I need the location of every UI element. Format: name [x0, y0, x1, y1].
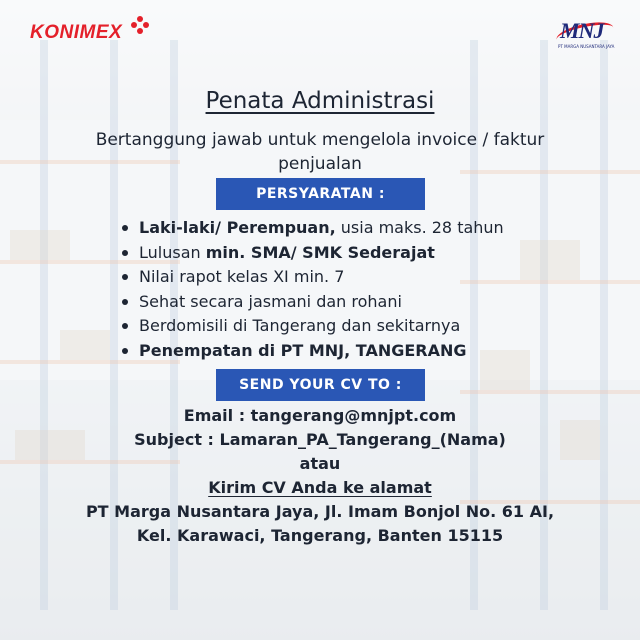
requirements-list: [122, 216, 504, 363]
requirement-item: Penempatan di PT MNJ, TANGERANG: [122, 339, 504, 364]
job-title: Penata Administrasi: [205, 88, 435, 114]
requirements-heading: PERSYARATAN :: [216, 178, 425, 210]
mnj-logo-tagline: PT MARGA NUSANTARA JAYA: [558, 44, 615, 49]
contact-section: [0, 404, 640, 548]
email-line: Email : tangerang@mnjpt.com: [183, 406, 457, 425]
requirement-item: Berdomisili di Tangerang dan sekitarnya: [122, 314, 504, 339]
requirement-item: Lulusan min. SMA/ SMK Sederajat: [122, 241, 504, 266]
send-cv-heading: SEND YOUR CV TO :: [216, 369, 425, 401]
requirement-item: Laki-laki/ Perempuan, usia maks. 28 tahun: [122, 216, 504, 241]
or-separator: atau: [299, 454, 341, 473]
subject-line: Subject : Lamaran_PA_Tangerang_(Nama): [134, 430, 506, 449]
konimex-logo-text: KONIMEX: [30, 22, 123, 43]
mnj-logo-text: MNJ: [560, 18, 604, 43]
requirement-item: Nilai rapot kelas XI min. 7: [122, 265, 504, 290]
address-line-1: PT Marga Nusantara Jaya, Jl. Imam Bonjol No. 61 AI,: [85, 502, 555, 521]
job-description: Bertanggung jawab untuk mengelola invoice / faktur penjualan: [95, 130, 545, 174]
requirement-item: Sehat secara jasmani dan rohani: [122, 290, 504, 315]
mail-heading: Kirim CV Anda ke alamat: [208, 478, 432, 497]
address-line-2: Kel. Karawaci, Tangerang, Banten 15115: [136, 526, 504, 545]
